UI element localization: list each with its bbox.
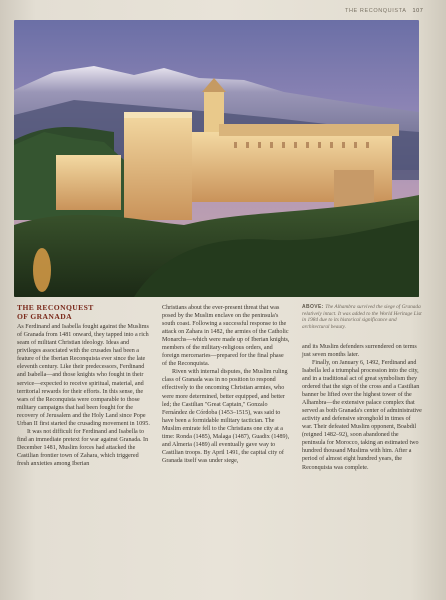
caption-label: ABOVE: (302, 304, 324, 310)
paragraph: As Ferdinand and Isabella fought against the Muslims of Granada from 1481 onward, they tapped into a rich seam of militant Christian ideology. Ideas and privileges associated with the crusades had been a feature of the Iberian Reconquista ever since the late eleventh century. Like their predecessors, Ferdinand and Isabella—and those knights who fought in their service—expected to receive spiritual, material, and territorial rewards for their efforts. In this sense, the wars of the Reconquista were comparable to those military campaigns that had been fought for the recovery of Jerusalem and the Holy Land since Pope Urban II first started the crusading movement in 1095. (17, 324, 150, 427)
photo-caption (302, 304, 422, 331)
article-title-line-2: OF GRANADA (17, 311, 72, 321)
article-column-2 (162, 304, 290, 465)
alhambra-palace-photo-icon (14, 20, 419, 297)
alhambra-photo (14, 20, 419, 297)
article-column-3 (302, 304, 422, 472)
paragraph: and its Muslim defenders surrendered on terms just seven months later. (302, 343, 417, 358)
paragraph: Christians about the ever-present threat that was posed by the Muslim enclave on the peninsula's south coast. Following a successful response to the attack on Zahara in 1482, the armies of the Catholic Monarchs—which were made up of Iberian knights, members of the military-religious orders, and foreign mercenaries—prepared for the final phase of the Reconquista. (162, 305, 290, 368)
running-head (345, 8, 430, 20)
paragraph: Finally, on January 6, 1492, Ferdinand and Isabella led a triumphal procession into the city, and in a traditional act of great symbolism they ordered that the sign of the cross and a Castilian banner be lifted over the highest tower of the Alhambra—the extensive palace complex that served as both Granada's center of administrative activity and defensive stronghold in times of war. Their defeated Muslim opponent, Boabdil (reigned 1482–92), soon abandoned the peninsula for Morocco, taking an estimated two hundred thousand Muslims with him. After a period of almost eight hundred years, the Reconquista was complete. (302, 359, 422, 471)
section-name: THE RECONQUISTA (345, 8, 407, 14)
page-number: 107 (412, 8, 424, 14)
paragraph: Riven with internal disputes, the Muslim ruling class of Granada was in no position to respond effectively to the oncoming Christian armies, who were more determined, better equipped, and better led; the Castilian "Great Captain," Gonzalo Fernández de Córdoba (1453–1515), was said to have been a formidable military tactician. The Muslim emirate fell to the Christians one city at a time: Ronda (1485), Malaga (1487), Guadix (1489), and Almeria (1489) all eventually gave way to Castilian troops. By April 1491, the capital city of Granada itself was under siege, (162, 369, 290, 464)
paragraph: It was not difficult for Ferdinand and Isabella to find an immediate pretext for war against Granada. In December 1481, Muslim forces had attacked the Castilian frontier town of Zahara, which triggered fresh anxieties among Iberian (17, 428, 149, 467)
article-title-line-1: THE RECONQUEST (17, 303, 94, 312)
article-column-1 (17, 304, 150, 468)
caption-text: The Alhambra survived the siege of Granada relatively intact. It was added to the World Heritage List in 1984 due to its historical significance and architectural beauty. (302, 304, 422, 331)
article-title (17, 304, 150, 321)
